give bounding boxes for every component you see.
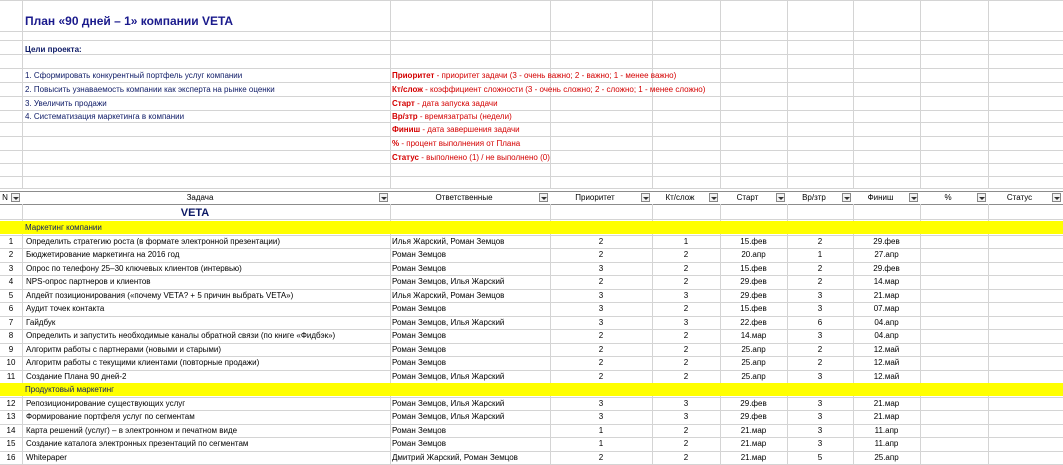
col-line xyxy=(390,204,391,465)
cell-col-number: 8 xyxy=(8,331,14,340)
cell-col-finish: 11.апр xyxy=(874,439,899,448)
row-line xyxy=(0,150,1063,151)
row-line xyxy=(0,0,1063,1)
cell-col-priority: 1 xyxy=(598,439,604,448)
cell-col-priority: 3 xyxy=(598,318,604,327)
legend-key: Кт/слож xyxy=(392,85,423,94)
cell-col-start: 25.апр xyxy=(741,372,766,381)
legend-key: Приоритет xyxy=(392,71,435,80)
cell-col-responsible: Роман Земцов xyxy=(392,345,446,354)
cell-col-finish: 25.апр xyxy=(874,453,899,462)
cell-col-complexity: 2 xyxy=(683,426,689,435)
cell-col-responsible: Илья Жарский, Роман Земцов xyxy=(392,237,505,246)
cell-col-complexity: 2 xyxy=(683,264,689,273)
row-line xyxy=(0,54,1063,55)
cell-col-task: Алгоритм работы с партнерами (новыми и старыми) xyxy=(26,345,222,354)
legend-text: - выполнено (1) / не выполнено (0) xyxy=(418,153,550,162)
cell-col-complexity: 2 xyxy=(683,331,689,340)
cell-col-effort: 3 xyxy=(817,372,823,381)
legend-key: Вр/зтр xyxy=(392,112,418,121)
filter-dropdown-col-responsible[interactable] xyxy=(539,193,548,202)
cell-col-task: Создание Плана 90 дней-2 xyxy=(26,372,127,381)
cell-col-priority: 3 xyxy=(598,264,604,273)
cell-col-complexity: 2 xyxy=(683,372,689,381)
cell-col-responsible: Роман Земцов xyxy=(392,250,446,259)
cell-col-complexity: 2 xyxy=(683,453,689,462)
section-band xyxy=(0,383,1063,396)
cell-col-start: 29.фев xyxy=(740,399,767,408)
col-line xyxy=(787,0,788,188)
row-line xyxy=(0,40,1063,41)
col-finish-header: Финиш xyxy=(867,193,894,202)
col-line xyxy=(920,204,921,465)
cell-col-start: 15.фев xyxy=(740,237,767,246)
cell-col-finish: 04.апр xyxy=(874,331,899,340)
legend-text: - коэффициент сложности (3 - очень сложно; 2 - сложно; 1 - менее сложно) xyxy=(422,85,706,94)
legend-text: - времязатраты (недели) xyxy=(417,112,512,121)
legend-item xyxy=(392,111,512,122)
cell-col-effort: 3 xyxy=(817,304,823,313)
cell-col-priority: 2 xyxy=(598,372,604,381)
cell-col-priority: 3 xyxy=(598,304,604,313)
col-line xyxy=(988,0,989,188)
cell-col-priority: 2 xyxy=(598,345,604,354)
cell-col-complexity: 3 xyxy=(683,399,689,408)
goals-label: Цели проекта: xyxy=(25,45,82,54)
goal-item: 3. Увеличить продажи xyxy=(25,99,107,108)
cell-col-responsible: Роман Земцов, Илья Жарский xyxy=(392,399,505,408)
cell-col-priority: 3 xyxy=(598,399,604,408)
cell-col-task: Аудит точек контакта xyxy=(26,304,105,313)
legend-item xyxy=(392,70,676,81)
cell-col-finish: 11.апр xyxy=(874,426,899,435)
cell-col-responsible: Роман Земцов xyxy=(392,439,446,448)
header-line xyxy=(0,204,1063,205)
legend-text: - дата запуска задачи xyxy=(414,99,498,108)
cell-col-task: Определить стратегию роста (в формате электронной презентации) xyxy=(26,237,280,246)
row-line xyxy=(0,163,1063,164)
cell-col-task: Формирование портфеля услуг по сегментам xyxy=(26,412,195,421)
cell-col-finish: 12.май xyxy=(873,345,900,354)
filter-dropdown-col-finish[interactable] xyxy=(909,193,918,202)
row-line xyxy=(0,122,1063,123)
legend-item xyxy=(392,138,520,149)
cell-col-number: 9 xyxy=(8,345,14,354)
cell-col-effort: 2 xyxy=(817,277,823,286)
section-title: Продуктовый маркетинг xyxy=(25,385,115,394)
cell-col-task: Апдейт позиционирования («почему VETA? + 5 причин выбрать VETA») xyxy=(26,291,294,300)
col-line xyxy=(853,0,854,188)
col-line xyxy=(720,0,721,188)
cell-col-task: Определить и запустить необходимые каналы обратной связи (по книге «Фидбэк») xyxy=(26,331,336,340)
cell-col-start: 29.фев xyxy=(740,412,767,421)
filter-dropdown-col-status[interactable] xyxy=(1052,193,1061,202)
cell-col-priority: 2 xyxy=(598,358,604,367)
cell-col-effort: 3 xyxy=(817,291,823,300)
col-line xyxy=(988,204,989,465)
cell-col-finish: 12.май xyxy=(873,372,900,381)
cell-col-start: 21.мар xyxy=(740,426,767,435)
cell-col-number: 3 xyxy=(8,264,14,273)
cell-col-finish: 04.апр xyxy=(874,318,899,327)
company-label: VETA xyxy=(180,207,210,219)
cell-col-priority: 2 xyxy=(598,277,604,286)
cell-col-responsible: Роман Земцов, Илья Жарский xyxy=(392,372,505,381)
cell-col-start: 21.мар xyxy=(740,453,767,462)
filter-dropdown-col-percent[interactable] xyxy=(977,193,986,202)
section-title: Маркетинг компании xyxy=(25,223,102,232)
cell-col-task: Бюджетирование маркетинга на 2016 год xyxy=(26,250,180,259)
cell-col-effort: 3 xyxy=(817,399,823,408)
section-band xyxy=(0,221,1063,234)
cell-col-complexity: 2 xyxy=(683,345,689,354)
col-responsible-header: Ответственные xyxy=(435,193,493,202)
col-percent-header: % xyxy=(944,193,952,202)
cell-col-start: 20.апр xyxy=(741,250,766,259)
cell-col-finish: 21.мар xyxy=(873,291,900,300)
cell-col-number: 15 xyxy=(6,439,16,448)
cell-col-effort: 3 xyxy=(817,439,823,448)
cell-col-number: 5 xyxy=(8,291,14,300)
cell-col-effort: 6 xyxy=(817,318,823,327)
filter-dropdown-col-complexity[interactable] xyxy=(709,193,718,202)
cell-col-effort: 2 xyxy=(817,358,823,367)
row-line xyxy=(0,136,1063,137)
cell-col-number: 13 xyxy=(6,412,16,421)
col-task-header: Задача xyxy=(186,193,214,202)
cell-col-priority: 1 xyxy=(598,426,604,435)
legend-text: - дата завершения задачи xyxy=(420,125,520,134)
cell-col-finish: 14.мар xyxy=(873,277,900,286)
row-line xyxy=(0,176,1063,177)
cell-col-responsible: Роман Земцов, Илья Жарский xyxy=(392,277,505,286)
cell-col-task: Опрос по телефону 25–30 ключевых клиентов (интервью) xyxy=(26,264,242,273)
cell-col-effort: 2 xyxy=(817,237,823,246)
cell-col-number: 14 xyxy=(6,426,16,435)
cell-col-task: Whitepaper xyxy=(26,453,67,462)
cell-col-start: 29.фев xyxy=(740,277,767,286)
cell-col-effort: 1 xyxy=(817,250,823,259)
filter-dropdown-col-start[interactable] xyxy=(776,193,785,202)
cell-col-priority: 3 xyxy=(598,412,604,421)
filter-dropdown-col-priority[interactable] xyxy=(641,193,650,202)
cell-col-number: 10 xyxy=(6,358,16,367)
cell-col-number: 16 xyxy=(6,453,16,462)
cell-col-number: 11 xyxy=(6,372,16,381)
cell-col-responsible: Роман Земцов xyxy=(392,304,446,313)
cell-col-effort: 3 xyxy=(817,426,823,435)
col-line xyxy=(390,0,391,188)
cell-col-task: NPS-опрос партнеров и клиентов xyxy=(26,277,151,286)
legend-text: - процент выполнения от Плана xyxy=(399,139,521,148)
cell-col-start: 22.фев xyxy=(740,318,767,327)
cell-col-task: Репозиционирование существующих услуг xyxy=(26,399,186,408)
cell-col-priority: 3 xyxy=(598,291,604,300)
cell-col-complexity: 2 xyxy=(683,439,689,448)
cell-col-effort: 3 xyxy=(817,412,823,421)
cell-col-effort: 3 xyxy=(817,331,823,340)
cell-col-finish: 27.апр xyxy=(874,250,899,259)
cell-col-effort: 2 xyxy=(817,345,823,354)
cell-col-priority: 2 xyxy=(598,237,604,246)
row-line xyxy=(0,82,1063,83)
goal-item: 1. Сформировать конкурентный портфель услуг компании xyxy=(25,71,243,80)
cell-col-priority: 2 xyxy=(598,453,604,462)
filter-dropdown-col-task[interactable] xyxy=(379,193,388,202)
legend-item xyxy=(392,98,498,109)
cell-col-number: 4 xyxy=(8,277,14,286)
cell-col-effort: 2 xyxy=(817,264,823,273)
cell-col-finish: 29.фев xyxy=(873,264,900,273)
cell-col-complexity: 3 xyxy=(683,291,689,300)
cell-col-priority: 2 xyxy=(598,250,604,259)
legend-key: Статус xyxy=(392,153,419,162)
cell-col-task: Гайдбук xyxy=(26,318,56,327)
cell-col-start: 25.апр xyxy=(741,358,766,367)
col-status-header: Статус xyxy=(1006,193,1033,202)
filter-dropdown-col-number[interactable] xyxy=(11,193,20,202)
cell-col-start: 29.фев xyxy=(740,291,767,300)
cell-col-start: 21.мар xyxy=(740,439,767,448)
legend-key: Финиш xyxy=(392,125,421,134)
legend-item xyxy=(392,152,550,163)
cell-col-start: 15.фев xyxy=(740,264,767,273)
cell-col-responsible: Илья Жарский, Роман Земцов xyxy=(392,291,505,300)
cell-col-finish: 21.мар xyxy=(873,412,900,421)
cell-col-number: 2 xyxy=(8,250,14,259)
cell-col-effort: 5 xyxy=(817,453,823,462)
cell-col-complexity: 3 xyxy=(683,412,689,421)
legend-text: - приоритет задачи (3 - очень важно; 2 - важно; 1 - менее важно) xyxy=(434,71,677,80)
cell-col-number: 12 xyxy=(6,399,16,408)
cell-col-start: 15.фев xyxy=(740,304,767,313)
plan-title: План «90 дней – 1» компании VETA xyxy=(25,14,234,28)
row-line xyxy=(0,96,1063,97)
cell-col-finish: 07.мар xyxy=(873,304,900,313)
col-priority-header: Приоритет xyxy=(575,193,615,202)
cell-col-complexity: 2 xyxy=(683,250,689,259)
cell-col-finish: 21.мар xyxy=(873,399,900,408)
goal-item: 2. Повысить узнаваемость компании как эксперта на рынке оценки xyxy=(25,85,275,94)
cell-col-responsible: Роман Земцов xyxy=(392,264,446,273)
col-line xyxy=(22,0,23,188)
cell-col-responsible: Роман Земцов xyxy=(392,426,446,435)
row-line xyxy=(0,188,1063,189)
row-line xyxy=(0,68,1063,69)
cell-col-complexity: 1 xyxy=(683,237,689,246)
col-number-header: N xyxy=(2,193,8,202)
cell-col-responsible: Роман Земцов xyxy=(392,331,446,340)
col-complexity-header: Кт/слож xyxy=(665,193,695,202)
legend-item xyxy=(392,124,520,135)
cell-col-complexity: 2 xyxy=(683,277,689,286)
cell-col-responsible: Роман Земцов, Илья Жарский xyxy=(392,318,505,327)
cell-col-task: Карта решений (услуг) – в электронном и печатном виде xyxy=(26,426,238,435)
col-line xyxy=(920,0,921,188)
cell-col-finish: 29.фев xyxy=(873,237,900,246)
cell-col-task: Алгоритм работы с текущими клиентами (повторные продажи) xyxy=(26,358,260,367)
cell-col-priority: 2 xyxy=(598,331,604,340)
cell-col-task: Создание каталога электронных презентаций по сегментам xyxy=(26,439,249,448)
cell-col-complexity: 3 xyxy=(683,318,689,327)
cell-col-responsible: Роман Земцов xyxy=(392,358,446,367)
col-line xyxy=(22,204,23,465)
row-line xyxy=(0,31,1063,32)
cell-col-number: 7 xyxy=(8,318,14,327)
legend-key: Старт xyxy=(392,99,415,108)
cell-col-start: 14.мар xyxy=(740,331,767,340)
cell-col-number: 1 xyxy=(8,237,14,246)
col-start-header: Старт xyxy=(736,193,759,202)
legend-item xyxy=(392,84,705,95)
cell-col-number: 6 xyxy=(8,304,14,313)
cell-col-complexity: 2 xyxy=(683,304,689,313)
cell-col-complexity: 2 xyxy=(683,358,689,367)
goal-item: 4. Систематизация маркетинга в компании xyxy=(25,112,185,121)
cell-col-start: 25.апр xyxy=(741,345,766,354)
cell-col-responsible: Роман Земцов, Илья Жарский xyxy=(392,412,505,421)
filter-dropdown-col-effort[interactable] xyxy=(842,193,851,202)
cell-col-responsible: Дмитрий Жарский, Роман Земцов xyxy=(392,453,518,462)
cell-col-finish: 12.май xyxy=(873,358,900,367)
legend-key: % xyxy=(392,139,400,148)
col-effort-header: Вр/зтр xyxy=(802,193,826,202)
